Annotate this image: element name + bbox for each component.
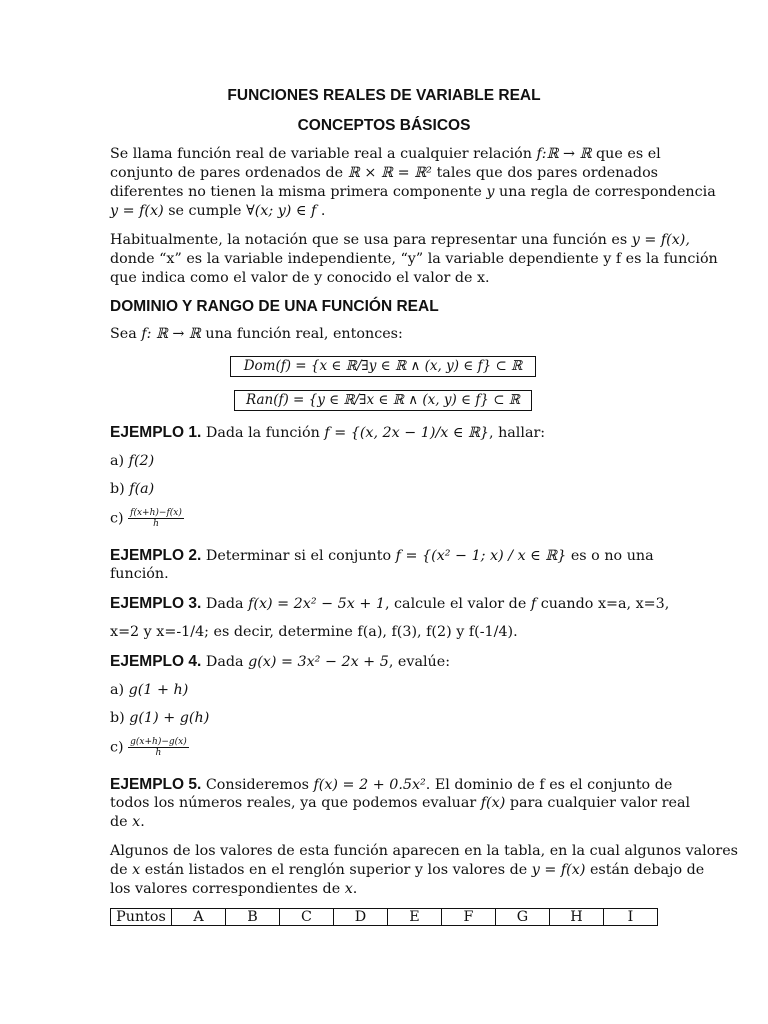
table-cell: E [388,909,442,926]
notation-line-1: Habitualmente, la notación que se usa para representar una función es y = f(x), [110,232,690,248]
table-row [111,909,658,926]
example-2-continuation: función. [110,566,169,582]
example-4-label: EJEMPLO 4. [110,653,202,670]
table-cell: F [442,909,496,926]
intro-line-4: y = f(x) se cumple ∀(x; y) ∈ f . [110,203,326,219]
table-cell: I [604,909,658,926]
intro-line-2: conjunto de pares ordenados de ℝ × ℝ = ℝ² tales que dos pares ordenados [110,165,659,181]
table-cell: C [280,909,334,926]
example-1-label: EJEMPLO 1. [110,424,202,441]
table-cell: G [496,909,550,926]
table-paragraph-line-2: de x están listados en el renglón superior y los valores de y = f(x) están debajo de [110,862,705,878]
example-4-item-b: b) g(1) + g(h) [110,710,210,726]
table-paragraph-line-3: los valores correspondientes de x. [110,881,358,897]
example-4-fraction: $\frac{g(x+h)-g(x)}{h}$ [130,737,187,758]
table-cell: B [226,909,280,926]
example-1-item-b: b) f(a) [110,481,155,497]
range-formula-box: Ran(f) = {y ∈ ℝ/∃x ∈ ℝ ∧ (x, y) ∈ f} ⊂ ℝ [234,390,532,411]
example-5-label: EJEMPLO 5. [110,776,202,793]
example-2-statement: EJEMPLO 2. Determinar si el conjunto f = {(x² − 1; x) / x ∈ ℝ} es o no una [110,547,654,564]
example-1-statement: EJEMPLO 1. Dada la función f = {(x, 2x − 1)/x ∈ ℝ}, hallar: [110,424,546,441]
example-5-statement: EJEMPLO 5. Consideremos f(x) = 2 + 0.5x². El dominio de f es el conjunto de [110,776,673,793]
document-title: FUNCIONES REALES DE VARIABLE REAL [227,87,541,104]
notation-line-2: donde “x” es la variable independiente, “y” la variable dependiente y f es la función [110,251,718,267]
intro-line-3: diferentes no tienen la misma primera componente y una regla de correspondencia [110,184,716,200]
example-3-statement: EJEMPLO 3. Dada f(x) = 2x² − 5x + 1, calcule el valor de f cuando x=a, x=3, [110,595,670,612]
table-cell: H [550,909,604,926]
example-4-statement: EJEMPLO 4. Dada g(x) = 3x² − 2x + 5, evalúe: [110,653,451,670]
table-header-cell: Puntos [111,909,172,926]
intro-line-1: Se llama función real de variable real a cualquier relación f:ℝ → ℝ que es el [110,146,661,162]
document-subtitle: CONCEPTOS BÁSICOS [297,117,471,134]
example-4-item-a: a) g(1 + h) [110,682,189,698]
table-cell: D [334,909,388,926]
example-5-line-3: de x. [110,814,145,830]
table-cell: A [172,909,226,926]
table-paragraph-line-1: Algunos de los valores de esta función aparecen en la tabla, en la cual algunos valores [110,843,738,859]
example-1-item-a: a) f(2) [110,453,155,469]
sea-line: Sea f: ℝ → ℝ una función real, entonces: [110,326,403,342]
domain-range-heading: DOMINIO Y RANGO DE UNA FUNCIÓN REAL [110,298,439,315]
example-3-label: EJEMPLO 3. [110,595,202,612]
example-3-continuation: x=2 y x=-1/4; es decir, determine f(a), f(3), f(2) y f(-1/4). [110,624,518,640]
example-5-line-2: todos los números reales, ya que podemos evaluar f(x) para cualquier valor real [110,795,691,811]
notation-line-3: que indica como el valor de y conocido el valor de x. [110,270,490,286]
domain-formula-box: Dom(f) = {x ∈ ℝ/∃y ∈ ℝ ∧ (x, y) ∈ f} ⊂ ℝ [230,356,536,377]
example-1-fraction: $\frac{f(x+h)-f(x)}{h}$ [130,508,182,529]
example-1-item-c: c) $\frac{f(x+h)-f(x)}{h}$ [110,508,182,529]
points-table [110,908,658,926]
example-2-label: EJEMPLO 2. [110,547,202,564]
example-4-item-c: c) $\frac{g(x+h)-g(x)}{h}$ [110,737,187,758]
